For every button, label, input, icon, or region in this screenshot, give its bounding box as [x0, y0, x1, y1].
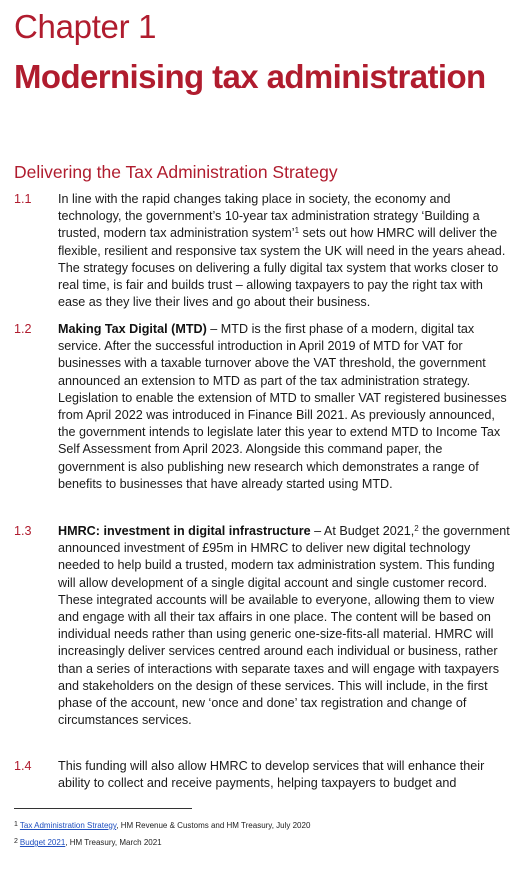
footnote-1: $^1$ Tax Administration Strategy, HM Revenue & Customs and HM Treasury, July 2020: [14, 821, 311, 830]
paragraph-number: 1.1: [14, 192, 32, 206]
chapter-label: Chapter 1: [14, 8, 157, 45]
section-heading: Delivering the Tax Administration Strategy: [14, 162, 338, 182]
chapter-title: Modernising tax administration: [14, 58, 486, 95]
paragraph-lead: Making Tax Digital (MTD): [58, 322, 207, 336]
paragraph-number: 1.3: [14, 524, 32, 538]
footnote-divider: [14, 808, 192, 809]
paragraph-text: Making Tax Digital (MTD) – MTD is the first phase of a modern, digital tax service. After the successful introduction in April 2019 of MTD for VAT for businesses with a taxable turnover above the VAT threshold, the government announced an extension to MTD as part of the tax administration strategy. Legislation to enable the extension of MTD to smaller VAT registered businesses from April 2022 was introduced in Finance Bill 2021. As previously announced, the government intends to legislate later this year to extend MTD to Income Tax Self Assessment from April 2023. Alongside this command paper, the government is also publishing new research which demonstrates a range of benefits to businesses that have already started using MTD.: [58, 322, 507, 491]
paragraph-text: HMRC: investment in digital infrastructure – At Budget 2021,$^2$ the government announced investment of £95m in HMRC to deliver new digital technology needed to help build a trusted, modern tax administration system. This funding will allow development of a single digital account and single customer record. These integrated accounts will be available to everyone, allowing them to view and engage with all their tax affairs in one place. The content will be based on individual needs rather than using generic one-size-fits-all material. HMRC will increasingly deliver services centred around each individual or business, rather than a series of interactions with separate taxes and will engage with taxpayers and stakeholders on the design of these services. This will include, in the first phase of the account, new ‘once and done’ tax registration and change of circumstances services.: [58, 524, 510, 728]
footnote-2: $^2$ Budget 2021, HM Treasury, March 2021: [14, 838, 162, 847]
footnote-number: 2: [14, 838, 18, 845]
footnote-ref[interactable]: 2: [414, 524, 419, 533]
footnote-link[interactable]: Tax Administration Strategy: [19, 821, 117, 830]
paragraph-number: 1.2: [14, 322, 32, 336]
footnote-ref[interactable]: 1: [294, 226, 300, 236]
footnote-link[interactable]: Budget 2021: [19, 838, 66, 847]
paragraph-number: 1.4: [14, 759, 32, 773]
paragraph-text: This funding will also allow HMRC to develop services that will enhance their ability to collect and receive payments, helping taxpayers to budget and: [58, 759, 485, 791]
paragraph-lead: HMRC: investment in digital infrastructure: [58, 524, 311, 538]
paragraph-text: In line with the rapid changes taking place in society, the economy and technology, the government’s 10-year tax administration strategy ‘Building a trusted, modern tax administration system’$^1$ sets out how HMRC will deliver the flexible, resilient and responsive tax system the UK will need in the years ahead. The strategy focuses on delivering a fully digital tax system that works closer to real time, is fair and builds trust – allowing taxpayers to pay the right tax with ease as they live their lives and go about their business.: [58, 192, 506, 310]
footnote-number: 1: [14, 821, 18, 828]
